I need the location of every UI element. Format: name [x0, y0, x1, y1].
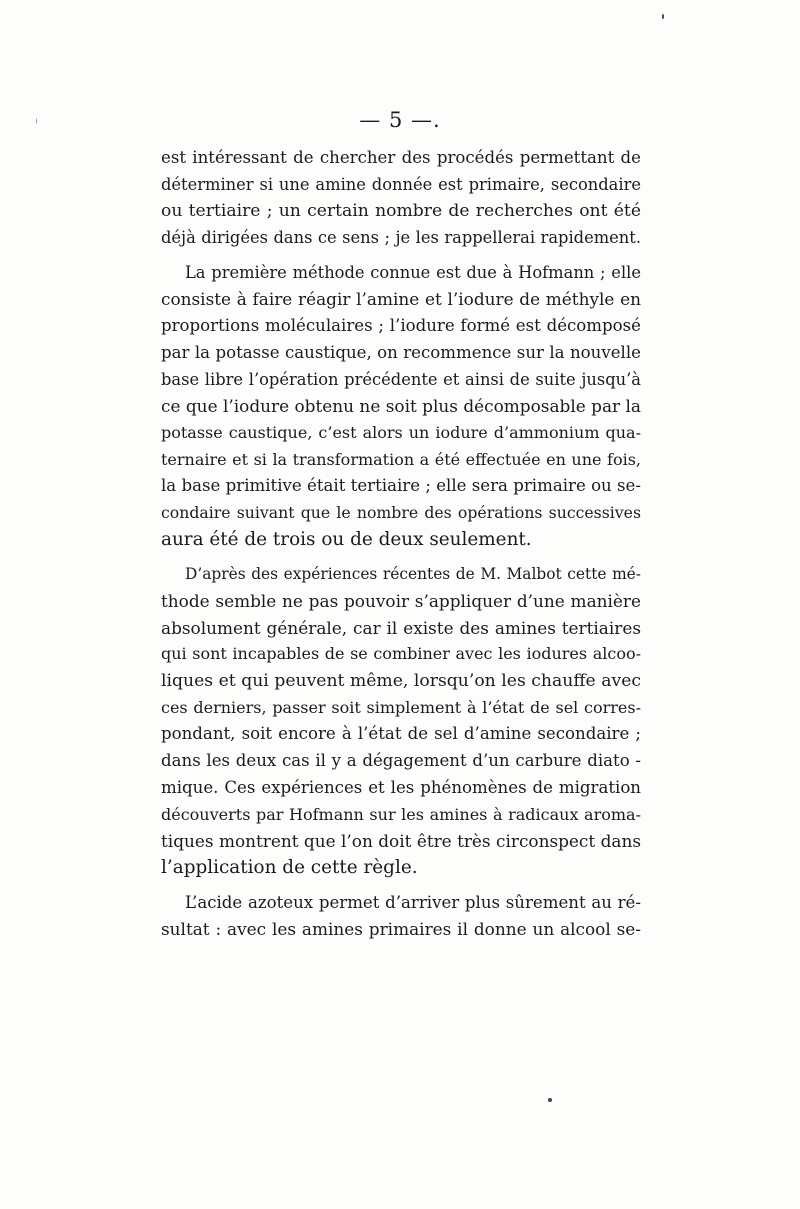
- text-line: D’après des expériences récentes de M. Malbot cette mé-: [185, 565, 641, 584]
- text-line: potasse caustique, c’est alors un iodure d’ammonium qua-: [161, 422, 641, 442]
- text-line: condaire suivant que le nombre des opérations successives: [161, 502, 641, 522]
- text-line: déjà dirigées dans ce sens ; je les rappellerai rapidement.: [161, 228, 641, 248]
- paragraph-3: [161, 561, 641, 881]
- text-line: déterminer si une amine donnée est primaire, secondaire: [161, 174, 641, 194]
- text-line: La première méthode connue est due à Hofmann ; elle: [185, 262, 641, 282]
- text-line: tiques montrent que l’on doit être très circonspect dans: [161, 831, 641, 852]
- text-line: ce que l’iodure obtenu ne soit plus décomposable par la: [161, 396, 641, 417]
- paragraph-2: [161, 260, 641, 554]
- scan-speck: [662, 14, 664, 19]
- text-line: aura été de trois ou de deux seulement.: [161, 528, 532, 550]
- text-line: base libre l’opération précédente et ainsi de suite jusqu’à: [161, 369, 641, 389]
- text-line: proportions moléculaires ; l’iodure formé est décomposé: [161, 316, 641, 336]
- text-line: mique. Ces expériences et les phénomènes de migration: [161, 777, 641, 797]
- text-line: qui sont incapables de se combiner avec les iodures alcoo-: [161, 644, 641, 664]
- text-line: absolument générale, car il existe des amines tertiaires: [161, 617, 641, 638]
- text-line: L’acide azoteux permet d’arriver plus sûrement au ré-: [185, 892, 641, 912]
- text-line: est intéressant de chercher des procédés permettant de: [161, 148, 641, 167]
- text-line: par la potasse caustique, on recommence sur la nouvelle: [161, 342, 641, 362]
- text-line: consiste à faire réagir l’amine et l’iodure de méthyle en: [161, 289, 641, 310]
- body-text: [161, 145, 641, 943]
- text-line: sultat : avec les amines primaires il donne un alcool se-: [161, 919, 641, 940]
- scan-speck: [36, 118, 37, 124]
- text-line: liques et qui peuvent même, lorsqu’on les chauffe avec: [161, 671, 641, 692]
- text-line: ternaire et si la transformation a été effectuée en une fois,: [161, 449, 641, 469]
- text-line: ces derniers, passer soit simplement à l’état de sel corres-: [161, 697, 641, 717]
- text-line: ou tertiaire ; un certain nombre de recherches ont été: [161, 201, 641, 222]
- paragraph-4: [161, 890, 641, 943]
- page-number: — 5 —.: [359, 108, 441, 132]
- paragraph-1: [161, 145, 641, 252]
- text-line: la base primitive était tertiaire ; elle sera primaire ou se-: [161, 476, 641, 496]
- text-line: dans les deux cas il y a dégagement d’un carbure diato -: [161, 751, 641, 771]
- text-line: pondant, soit encore à l’état de sel d’amine secondaire ;: [161, 724, 641, 744]
- text-line: découverts par Hofmann sur les amines à radicaux aroma-: [161, 804, 641, 824]
- text-line: l’application de cette règle.: [161, 856, 418, 878]
- scan-speck: [548, 1098, 552, 1102]
- text-line: thode semble ne pas pouvoir s’appliquer d’une manière: [161, 591, 641, 611]
